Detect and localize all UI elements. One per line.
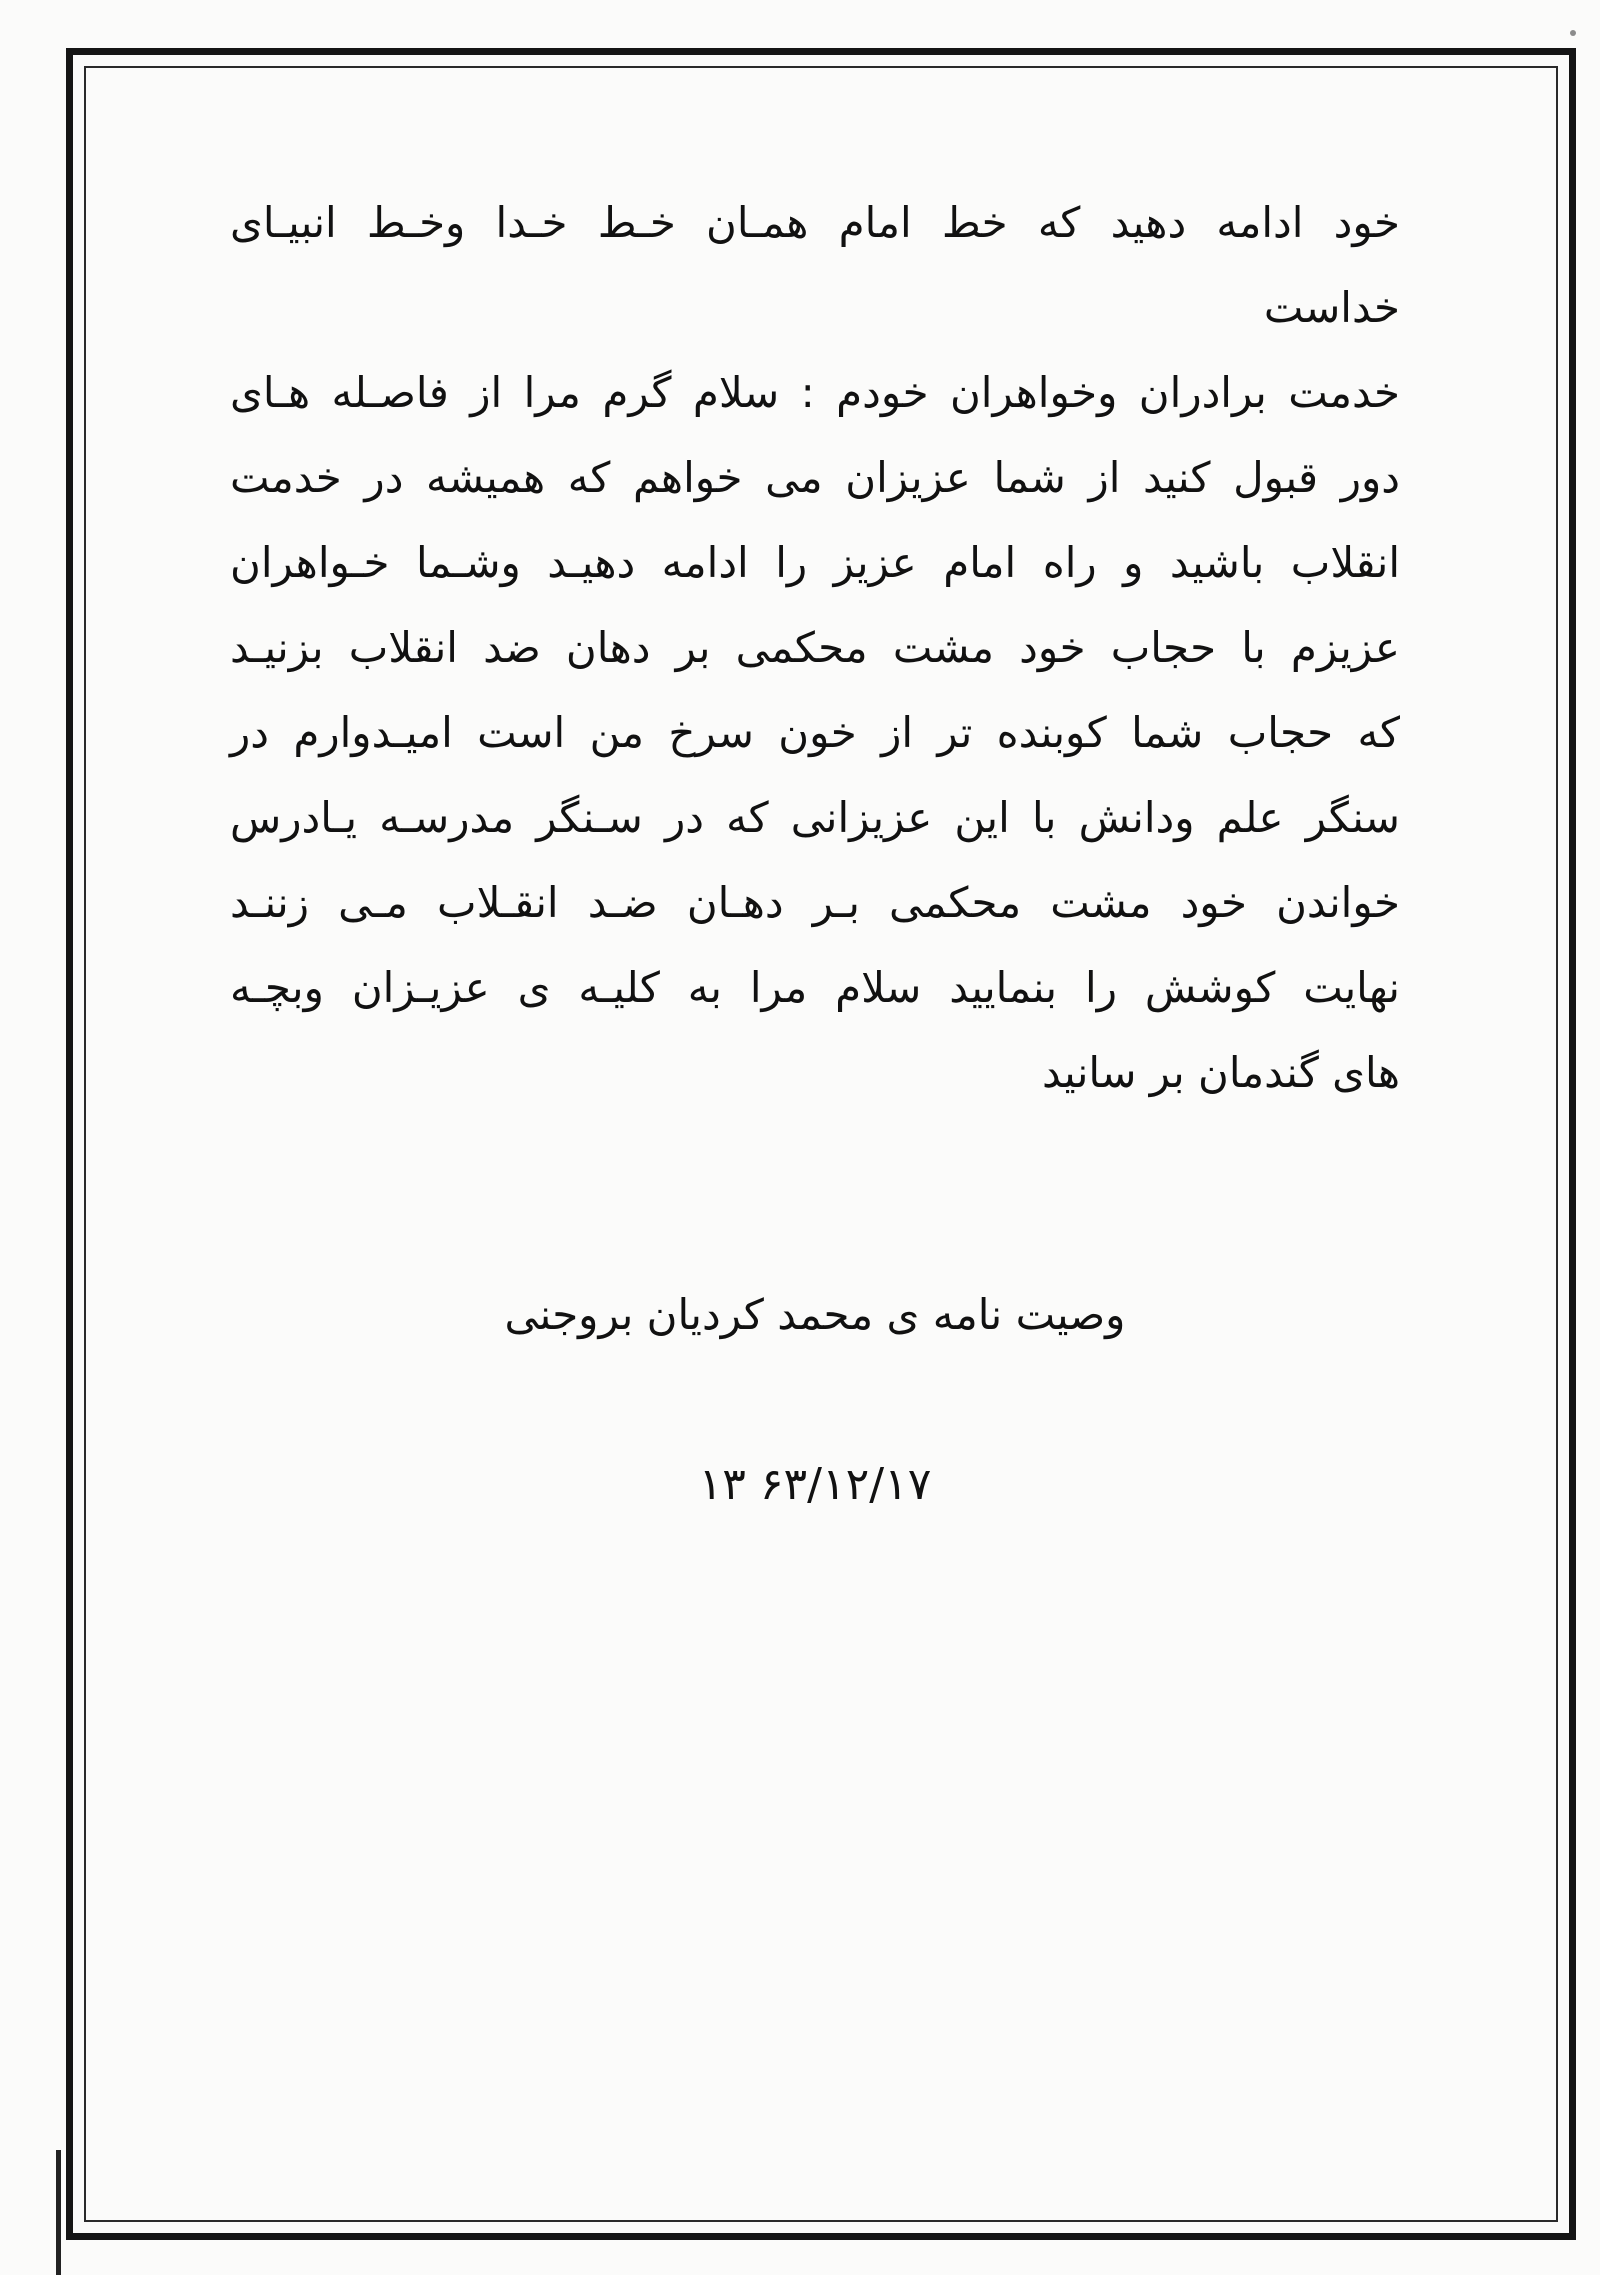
margin-pen-stroke — [56, 2150, 61, 2275]
scan-speck — [1570, 30, 1576, 36]
letter-line: عزیزم با حجاب خود مشت محکمی بر دهان ضد انقلاب بزنیـد — [230, 623, 1400, 672]
will-signature-title: وصیت نامه ی محمد کردیان بروجنی — [504, 1290, 1126, 1339]
letter-line: که حجاب شما کوبنده تر از خون سرخ من است امیـدوارم در — [230, 708, 1400, 757]
letter-line: سنگر علم ودانش با این عزیزانی که در سـنگر مدرسـه یـادرس — [230, 793, 1400, 842]
letter-line: نهایت کوشش را بنمایید سلام مرا به کلیـه ی عزیـزان وبچـه — [230, 963, 1400, 1012]
letter-line: های گندمان بر سانید — [1042, 1048, 1400, 1097]
letter-line: دور قبول کنید از شما عزیزان می خواهم که همیشه در خدمت — [230, 453, 1400, 502]
letter-line: خدمت برادران وخواهران خودم : سلام گرم مرا از فاصـله هـای — [230, 368, 1400, 417]
letter-body — [230, 180, 1400, 1115]
letter-date: ۱۳ ۶۳/۱۲/۱۷ — [698, 1459, 932, 1510]
letter-line: خود ادامه دهید که خط امام همـان خـط خـدا وخـط انبیـای — [230, 198, 1400, 247]
letter-line: خواندن خود مشت محکمی بـر دهـان ضـد انقـلاب مـی زننـد — [230, 878, 1400, 927]
letter-line: انقلاب باشید و راه امام عزیز را ادامه دهیـد وشـما خـواهران — [230, 538, 1400, 587]
letter-line: خداست — [1263, 283, 1400, 332]
